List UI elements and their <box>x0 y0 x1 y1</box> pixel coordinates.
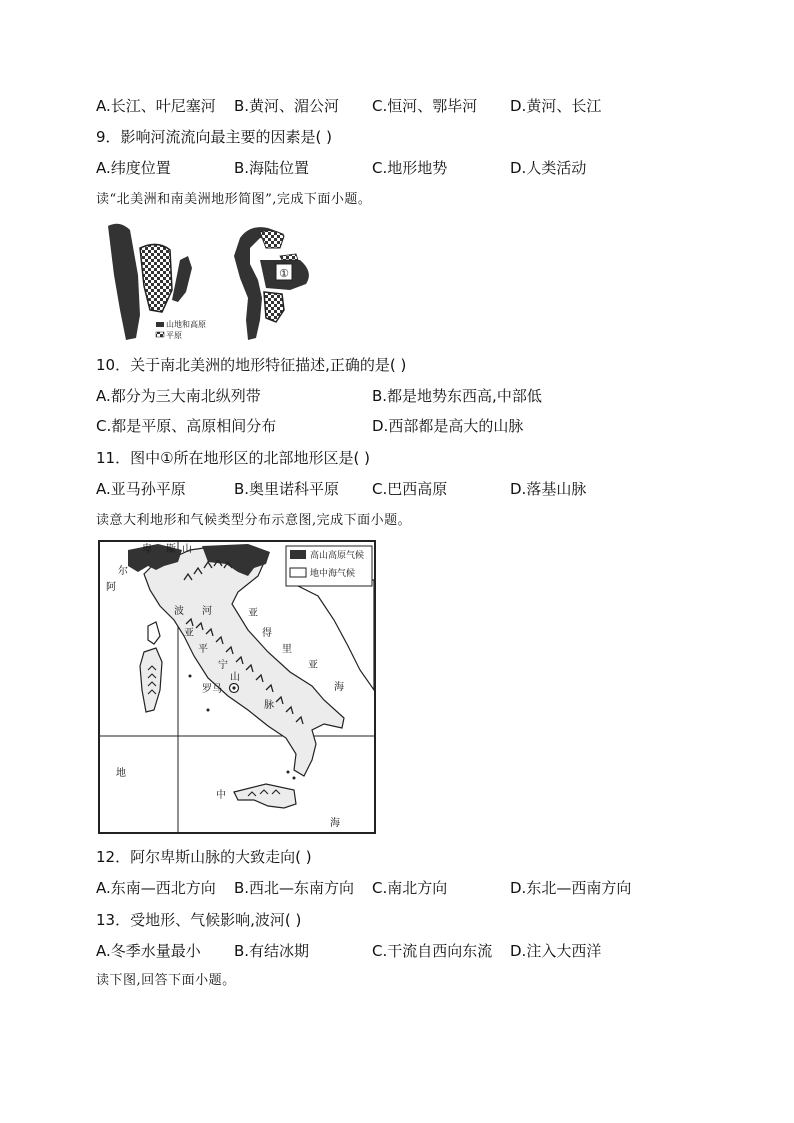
legend-plain-label: 平原 <box>166 331 182 340</box>
q8-option-a: A.长江、叶尼塞河 <box>96 97 216 115</box>
q10-option-d: D.西部都是高大的山脉 <box>372 417 524 435</box>
label-po-1: 波 <box>174 606 184 617</box>
q11-option-a: A.亚马孙平原 <box>96 480 186 498</box>
label-rome: 罗马 <box>202 684 222 695</box>
q9-option-d: D.人类活动 <box>510 159 587 177</box>
label-alps-1: 卑 <box>142 544 152 555</box>
q13-option-b: B.有结冰期 <box>234 942 310 960</box>
q11-stem: 11．图中①所在地形区的北部地形区是( ) <box>96 449 371 467</box>
label-med-3: 海 <box>330 818 340 829</box>
intro-italy: 读意大利地形和气候类型分布示意图,完成下面小题。 <box>96 513 412 528</box>
label-apennine-1: 山 <box>230 672 240 683</box>
label-adriatic-4: 亚 <box>308 660 318 671</box>
label-apennine-2: 脉 <box>264 700 274 711</box>
label-po-2: 河 <box>202 606 212 617</box>
q11-option-c: C.巴西高原 <box>372 480 448 498</box>
q13-option-d: D.注入大西洋 <box>510 942 602 960</box>
label-med-1: 地 <box>116 768 126 779</box>
label-adriatic-5: 海 <box>334 682 344 693</box>
q9-option-a: A.纬度位置 <box>96 159 171 177</box>
south-america-brazil-plateau <box>264 292 284 322</box>
q10-stem: 10．关于南北美洲的地形特征描述,正确的是( ) <box>96 356 407 374</box>
q11-option-b: B.奥里诺科平原 <box>234 480 340 498</box>
legend-plain-swatch <box>156 332 164 337</box>
q13-option-a: A.冬季水量最小 <box>96 942 201 960</box>
q8-option-b: B.黄河、湄公河 <box>234 97 340 115</box>
label-plain-2: 平 <box>198 644 208 655</box>
intro-next: 读下图,回答下面小题。 <box>96 973 236 988</box>
label-med-2: 中 <box>216 790 226 801</box>
q12-option-a: A.东南—西北方向 <box>96 879 216 897</box>
north-america-western-mountains <box>108 224 140 340</box>
q10-option-a: A.都分为三大南北纵列带 <box>96 387 261 405</box>
q12-option-b: B.西北—东南方向 <box>234 879 355 897</box>
label-alps-4: 尔 <box>118 566 128 577</box>
q12-stem: 12．阿尔卑斯山脉的大致走向( ) <box>96 848 312 866</box>
q12-option-c: C.南北方向 <box>372 879 448 897</box>
label-adriatic-3: 里 <box>282 644 292 655</box>
legend-highland-swatch <box>290 550 306 559</box>
label-alps-3: 山 <box>182 544 192 555</box>
label-alps-5: 阿 <box>106 582 116 593</box>
americas-terrain-map <box>100 220 320 344</box>
label-adriatic-1: 亚 <box>248 608 258 619</box>
q9-option-b: B.海陆位置 <box>234 159 310 177</box>
q12-option-d: D.东北—西南方向 <box>510 879 632 897</box>
q13-stem: 13．受地形、气候影响,波河( ) <box>96 911 302 929</box>
marker-1-label: ① <box>279 267 289 280</box>
intro-americas: 读“北美洲和南美洲地形简图”,完成下面小题。 <box>96 192 372 207</box>
legend-mountain-swatch <box>156 322 164 327</box>
label-adriatic-2: 得 <box>262 628 272 639</box>
legend-highland-label: 高山高原气候 <box>310 551 365 561</box>
label-alps-2: 斯 <box>166 544 176 555</box>
label-plain-1: 亚 <box>184 628 194 639</box>
north-america-eastern-highland <box>172 256 192 302</box>
north-america-central-plain <box>140 244 172 312</box>
legend-mediterranean-swatch <box>290 568 306 577</box>
q8-option-d: D.黄河、长江 <box>510 97 602 115</box>
q11-option-d: D.落基山脉 <box>510 480 587 498</box>
legend-mountain-label: 山地和高原 <box>166 320 206 329</box>
q9-stem: 9．影响河流流向最主要的因素是( ) <box>96 128 333 146</box>
legend-mediterranean-label: 地中海气候 <box>310 569 356 579</box>
q9-option-c: C.地形地势 <box>372 159 448 177</box>
q10-option-c: C.都是平原、高原相间分布 <box>96 417 277 435</box>
q13-option-c: C.干流自西向东流 <box>372 942 493 960</box>
q10-option-b: B.都是地势东西高,中部低 <box>372 387 542 405</box>
south-america-east-strip <box>280 254 298 260</box>
q8-option-c: C.恒河、鄂毕河 <box>372 97 478 115</box>
italy-terrain-climate-map <box>98 540 376 834</box>
south-america-guiana-highland <box>260 231 284 248</box>
label-plain-3: 宁 <box>218 660 228 671</box>
